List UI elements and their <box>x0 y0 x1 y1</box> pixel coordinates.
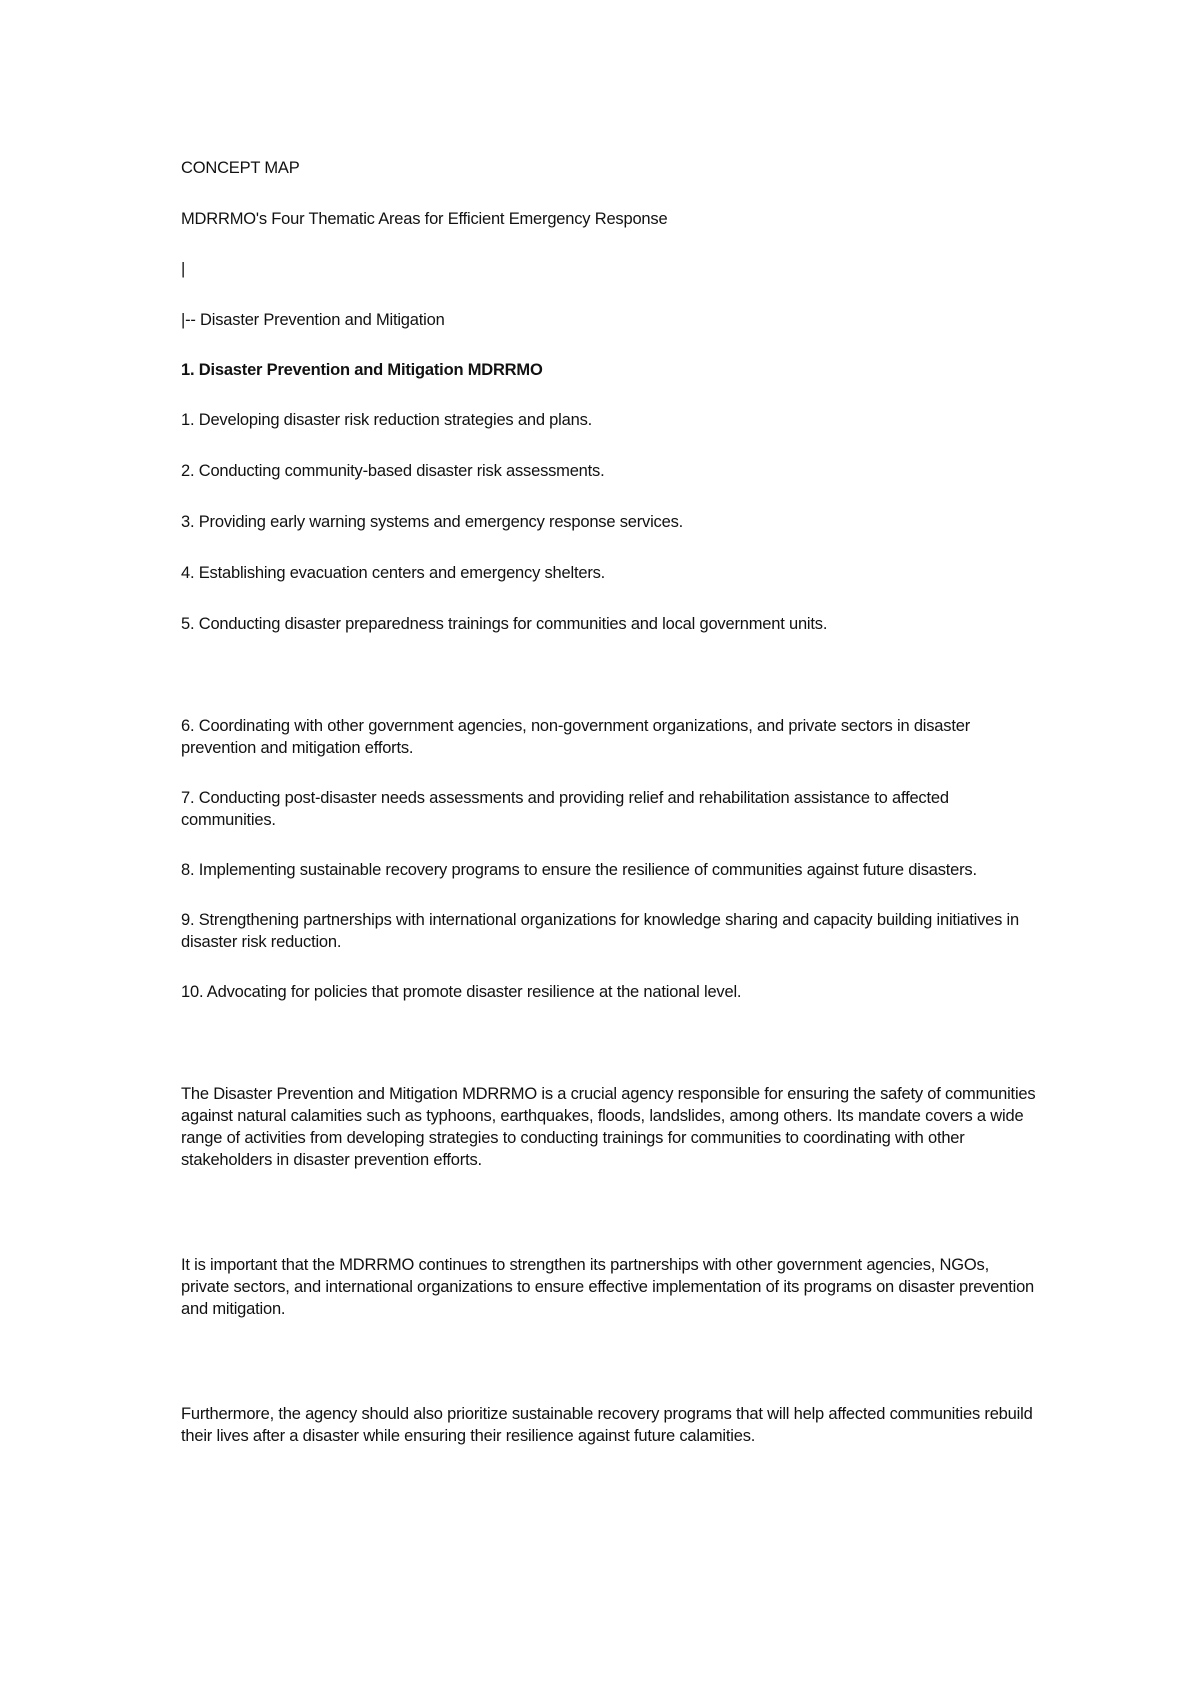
list-item-5: 5. Conducting disaster preparedness trainings for communities and local government units. <box>181 615 828 633</box>
list-item-8: 8. Implementing sustainable recovery programs to ensure the resilience of communities against future disasters. <box>181 861 977 879</box>
list-item-4: 4. Establishing evacuation centers and emergency shelters. <box>181 564 606 582</box>
list-item-9: 9. Strengthening partnerships with international organizations for knowledge sharing and capacity building initiatives in disaster risk reduction. <box>181 911 1024 951</box>
list-item-3: 3. Providing early warning systems and emergency response services. <box>181 513 683 531</box>
paragraph-recovery: Furthermore, the agency should also prioritize sustainable recovery programs that will help affected communities rebuild their lives after a disaster while ensuring their resilience against future calamities. <box>181 1405 1037 1445</box>
document-body <box>181 157 1041 1447</box>
list-item-7: 7. Conducting post-disaster needs assessments and providing relief and rehabilitation assistance to affected communities. <box>181 789 954 829</box>
list-item-2: 2. Conducting community-based disaster risk assessments. <box>181 462 605 480</box>
concept-map-connector: | <box>181 260 186 278</box>
document-heading: CONCEPT MAP <box>181 159 300 177</box>
section-title: 1. Disaster Prevention and Mitigation MDRRMO <box>181 361 543 379</box>
document-subtitle: MDRRMO's Four Thematic Areas for Efficient Emergency Response <box>181 210 668 228</box>
paragraph-agency-description: The Disaster Prevention and Mitigation MDRRMO is a crucial agency responsible for ensuring the safety of communities against natural calamities such as typhoons, earthquakes, floods, landslides, among others. Its mandate covers a wide range of activities from developing strategies to conducting trainings for communities to coordinating with other stakeholders in disaster prevention efforts. <box>181 1085 1040 1169</box>
list-item-6: 6. Coordinating with other government agencies, non-government organizations, and private sectors in disaster prevention and mitigation efforts. <box>181 717 975 757</box>
paragraph-partnerships: It is important that the MDRRMO continues to strengthen its partnerships with other government agencies, NGOs, private sectors, and international organizations to ensure effective implementation of its programs on disaster prevention and mitigation. <box>181 1256 1039 1318</box>
concept-map-branch: |-- Disaster Prevention and Mitigation <box>181 311 445 329</box>
list-item-1: 1. Developing disaster risk reduction strategies and plans. <box>181 411 593 429</box>
list-item-10: 10. Advocating for policies that promote disaster resilience at the national level. <box>181 983 742 1001</box>
